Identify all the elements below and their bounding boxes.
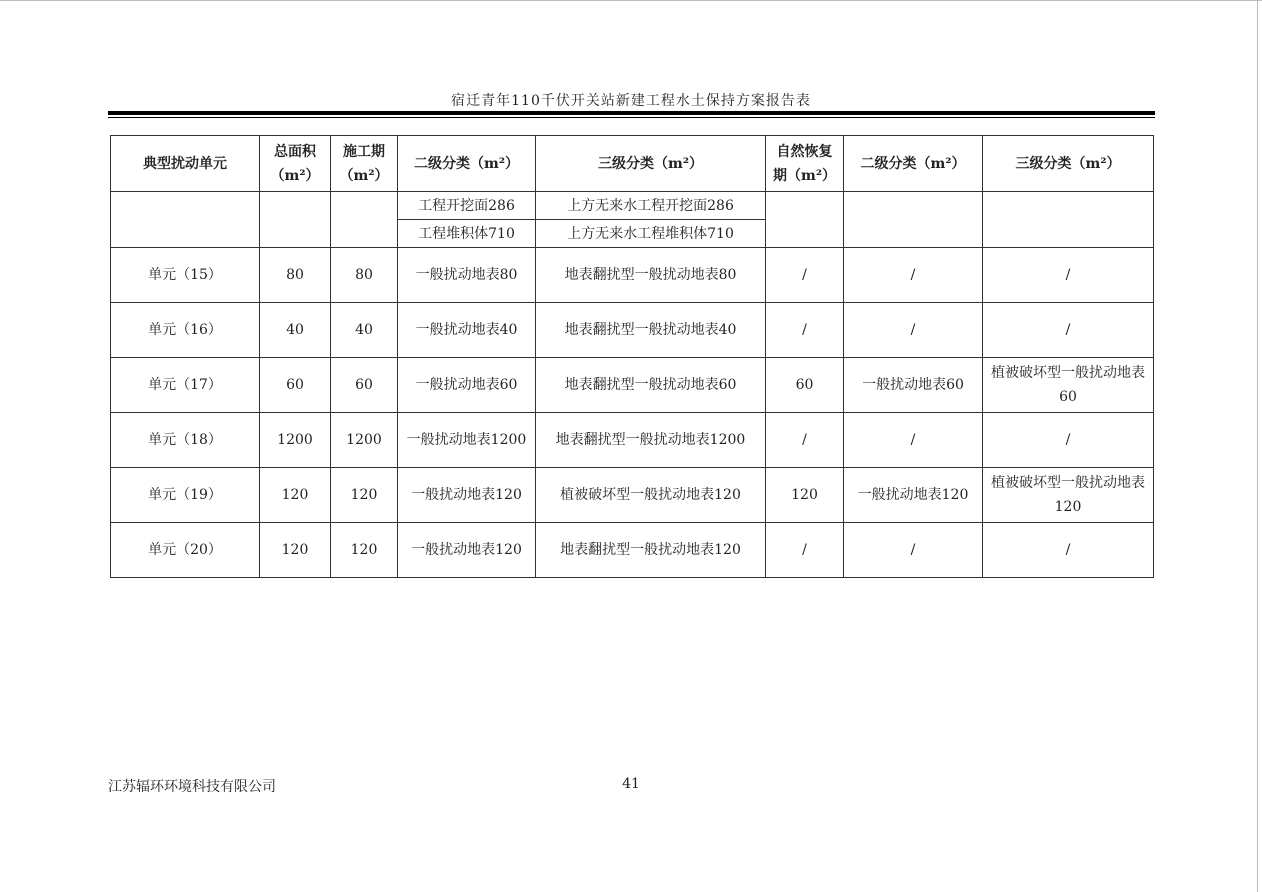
footer-page-number: 41 bbox=[622, 776, 640, 792]
cell-level3: 植被破坏型一般扰动地表120 bbox=[536, 468, 766, 523]
cell-unit: 单元（15） bbox=[111, 248, 260, 303]
cell-level2-natural: 一般扰动地表120 bbox=[844, 468, 983, 523]
cell-level3: 地表翻扰型一般扰动地表1200 bbox=[536, 413, 766, 468]
cell-level2: 一般扰动地表1200 bbox=[398, 413, 536, 468]
cell-total: 120 bbox=[260, 523, 331, 578]
cell-total: 40 bbox=[260, 303, 331, 358]
cell-total: 1200 bbox=[260, 413, 331, 468]
table-row bbox=[111, 523, 1154, 578]
cell-level2-natural: 一般扰动地表60 bbox=[844, 358, 983, 413]
table-row-continuation bbox=[111, 192, 1154, 220]
cell-level3-natural: / bbox=[983, 248, 1154, 303]
cell-level2-natural: / bbox=[844, 303, 983, 358]
header-total-area-line1: 总面积 bbox=[274, 143, 316, 160]
cell-level3: 上方无来水工程开挖面286 bbox=[536, 192, 766, 220]
table-header-row bbox=[111, 136, 1154, 192]
cell-unit: 单元（18） bbox=[111, 413, 260, 468]
table-row bbox=[111, 248, 1154, 303]
cell-construction: 80 bbox=[331, 248, 398, 303]
cell-level3: 上方无来水工程堆积体710 bbox=[536, 220, 766, 248]
cell-level2-natural: / bbox=[844, 413, 983, 468]
cell-natural: / bbox=[766, 303, 844, 358]
cell-construction: 60 bbox=[331, 358, 398, 413]
cell-natural: / bbox=[766, 248, 844, 303]
header-total-area-line2: （m²） bbox=[270, 167, 320, 184]
cell-construction: 40 bbox=[331, 303, 398, 358]
cell-level2-natural-empty bbox=[844, 192, 983, 248]
cell-level2-natural: / bbox=[844, 523, 983, 578]
cell-level3-natural-empty bbox=[983, 192, 1154, 248]
cell-level3: 地表翻扰型一般扰动地表40 bbox=[536, 303, 766, 358]
header-level2-natural: 二级分类（m²） bbox=[844, 136, 983, 192]
cell-natural: / bbox=[766, 523, 844, 578]
cell-total: 60 bbox=[260, 358, 331, 413]
cell-unit-empty bbox=[111, 192, 260, 248]
header-natural bbox=[766, 136, 844, 192]
table-row bbox=[111, 303, 1154, 358]
cell-natural: 60 bbox=[766, 358, 844, 413]
header-natural-line1: 自然恢复 bbox=[776, 143, 833, 160]
cell-natural: / bbox=[766, 413, 844, 468]
cell-total-empty bbox=[260, 192, 331, 248]
cell-natural-empty bbox=[766, 192, 844, 248]
table-row bbox=[111, 468, 1154, 523]
cell-unit: 单元（17） bbox=[111, 358, 260, 413]
header-natural-line2: 期（m²） bbox=[773, 167, 836, 184]
header-level2: 二级分类（m²） bbox=[398, 136, 536, 192]
page-top-edge bbox=[0, 0, 1262, 1]
header-construction-line1: 施工期 bbox=[343, 143, 385, 160]
header-total-area bbox=[260, 136, 331, 192]
cell-construction: 120 bbox=[331, 523, 398, 578]
cell-level2: 工程开挖面286 bbox=[398, 192, 536, 220]
header-construction-line2: （m²） bbox=[339, 167, 389, 184]
header-level3-natural: 三级分类（m²） bbox=[983, 136, 1154, 192]
header-construction bbox=[331, 136, 398, 192]
cell-level2: 一般扰动地表80 bbox=[398, 248, 536, 303]
cell-level3: 地表翻扰型一般扰动地表60 bbox=[536, 358, 766, 413]
cell-level3-natural: 植被破坏型一般扰动地表120 bbox=[983, 468, 1154, 523]
cell-level3-natural: / bbox=[983, 413, 1154, 468]
cell-unit: 单元（19） bbox=[111, 468, 260, 523]
header-rule-thin bbox=[108, 117, 1155, 118]
cell-level2: 工程堆积体710 bbox=[398, 220, 536, 248]
header-rule-thick bbox=[108, 111, 1155, 115]
cell-level3-natural: / bbox=[983, 303, 1154, 358]
disturbance-unit-table bbox=[110, 135, 1154, 578]
cell-level2: 一般扰动地表120 bbox=[398, 468, 536, 523]
cell-unit: 单元（16） bbox=[111, 303, 260, 358]
header-level3: 三级分类（m²） bbox=[536, 136, 766, 192]
page-right-edge bbox=[1257, 0, 1258, 892]
cell-level2: 一般扰动地表60 bbox=[398, 358, 536, 413]
cell-level3-natural: / bbox=[983, 523, 1154, 578]
cell-construction: 1200 bbox=[331, 413, 398, 468]
table-row bbox=[111, 358, 1154, 413]
cell-level2-natural: / bbox=[844, 248, 983, 303]
cell-construction: 120 bbox=[331, 468, 398, 523]
cell-total: 80 bbox=[260, 248, 331, 303]
cell-total: 120 bbox=[260, 468, 331, 523]
cell-level2: 一般扰动地表40 bbox=[398, 303, 536, 358]
cell-natural: 120 bbox=[766, 468, 844, 523]
table-row bbox=[111, 413, 1154, 468]
cell-level3: 地表翻扰型一般扰动地表120 bbox=[536, 523, 766, 578]
cell-level3-natural: 植被破坏型一般扰动地表60 bbox=[983, 358, 1154, 413]
cell-unit: 单元（20） bbox=[111, 523, 260, 578]
cell-level3: 地表翻扰型一般扰动地表80 bbox=[536, 248, 766, 303]
footer-company-name: 江苏辐环环境科技有限公司 bbox=[108, 779, 276, 795]
cell-level2: 一般扰动地表120 bbox=[398, 523, 536, 578]
running-header-title: 宿迁青年110千伏开关站新建工程水土保持方案报告表 bbox=[451, 93, 811, 109]
header-unit: 典型扰动单元 bbox=[111, 136, 260, 192]
cell-construction-empty bbox=[331, 192, 398, 248]
